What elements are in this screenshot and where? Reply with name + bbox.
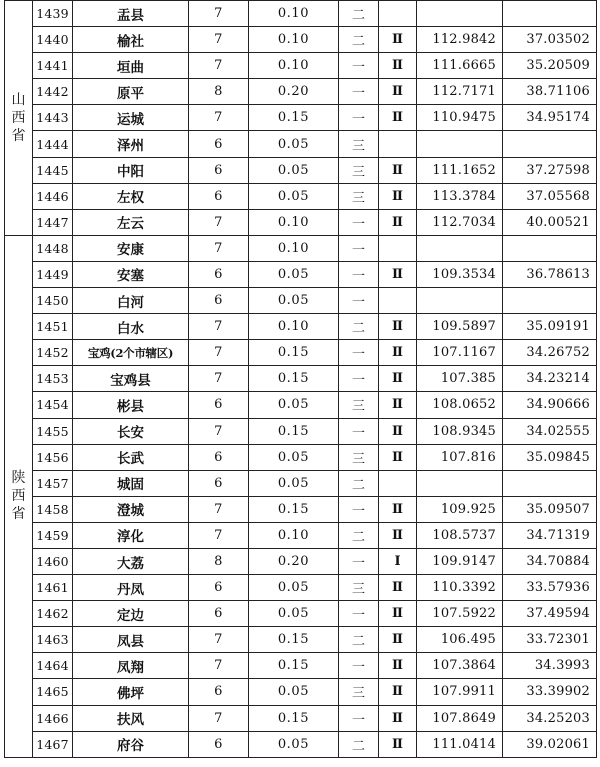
table-row <box>5 340 597 366</box>
peak-ground-acceleration-cell: 0.05 <box>249 288 339 314</box>
latitude-cell: 38.71106 <box>503 79 597 105</box>
site-class-cell: Ⅱ <box>379 157 417 183</box>
peak-ground-acceleration-cell: 0.05 <box>249 601 339 627</box>
seismic-intensity-cell: 7 <box>189 53 249 79</box>
province-char: 西 <box>11 488 26 505</box>
peak-ground-acceleration-cell: 0.15 <box>249 366 339 392</box>
latitude-cell: 37.05568 <box>503 183 597 209</box>
longitude-cell: 108.5737 <box>417 522 503 548</box>
city-name-cell: 宝鸡(2个市辖区) <box>73 340 189 366</box>
peak-ground-acceleration-cell: 0.15 <box>249 496 339 522</box>
design-group-cell: 三 <box>339 183 379 209</box>
longitude-cell: 106.495 <box>417 627 503 653</box>
table-row <box>5 314 597 340</box>
site-class-cell: Ⅱ <box>379 53 417 79</box>
latitude-cell: 34.25203 <box>503 705 597 731</box>
row-id-cell: 1440 <box>33 27 73 53</box>
city-name-cell: 垣曲 <box>73 53 189 79</box>
site-class-cell: Ⅱ <box>379 261 417 287</box>
peak-ground-acceleration-cell: 0.05 <box>249 157 339 183</box>
design-group-cell: 二 <box>339 627 379 653</box>
longitude-cell: 107.816 <box>417 444 503 470</box>
seismic-intensity-cell: 7 <box>189 627 249 653</box>
longitude-cell: 107.1167 <box>417 340 503 366</box>
latitude-cell: 40.00521 <box>503 209 597 235</box>
table-row <box>5 601 597 627</box>
seismic-intensity-cell: 6 <box>189 679 249 705</box>
longitude-cell: 107.385 <box>417 366 503 392</box>
design-group-cell: 一 <box>339 653 379 679</box>
site-class-cell <box>379 470 417 496</box>
city-name-cell: 盂县 <box>73 1 189 27</box>
table-row <box>5 418 597 444</box>
latitude-cell: 34.3993 <box>503 653 597 679</box>
latitude-cell: 33.39902 <box>503 679 597 705</box>
table-row <box>5 392 597 418</box>
table-row <box>5 53 597 79</box>
longitude-cell: 113.3784 <box>417 183 503 209</box>
row-id-cell: 1462 <box>33 601 73 627</box>
city-name-cell: 泽州 <box>73 131 189 157</box>
seismic-intensity-cell: 7 <box>189 209 249 235</box>
design-group-cell: 二 <box>339 731 379 757</box>
seismic-intensity-cell: 7 <box>189 105 249 131</box>
row-id-cell: 1445 <box>33 157 73 183</box>
latitude-cell: 36.78613 <box>503 261 597 287</box>
table-row <box>5 157 597 183</box>
site-class-cell: Ⅱ <box>379 209 417 235</box>
site-class-cell: Ⅱ <box>379 340 417 366</box>
city-name-cell: 凤县 <box>73 627 189 653</box>
seismic-intensity-cell: 6 <box>189 444 249 470</box>
city-name-cell: 大荔 <box>73 548 189 574</box>
seismic-intensity-cell: 8 <box>189 548 249 574</box>
longitude-cell: 109.925 <box>417 496 503 522</box>
latitude-cell: 35.09507 <box>503 496 597 522</box>
design-group-cell: 二 <box>339 314 379 340</box>
latitude-cell: 35.09845 <box>503 444 597 470</box>
latitude-cell: 34.71319 <box>503 522 597 548</box>
table-row <box>5 705 597 731</box>
table-row <box>5 679 597 705</box>
latitude-cell: 34.02555 <box>503 418 597 444</box>
city-name-cell: 凤翔 <box>73 653 189 679</box>
table-row <box>5 183 597 209</box>
design-group-cell: 一 <box>339 418 379 444</box>
longitude-cell: 107.3864 <box>417 653 503 679</box>
longitude-cell: 110.9475 <box>417 105 503 131</box>
table-row <box>5 575 597 601</box>
longitude-cell: 107.5922 <box>417 601 503 627</box>
design-group-cell: 一 <box>339 340 379 366</box>
latitude-cell: 34.26752 <box>503 340 597 366</box>
design-group-cell: 一 <box>339 79 379 105</box>
seismic-intensity-cell: 6 <box>189 131 249 157</box>
peak-ground-acceleration-cell: 0.15 <box>249 627 339 653</box>
row-id-cell: 1447 <box>33 209 73 235</box>
latitude-cell: 35.20509 <box>503 53 597 79</box>
row-id-cell: 1466 <box>33 705 73 731</box>
province-char: 西 <box>11 109 26 126</box>
design-group-cell: 一 <box>339 548 379 574</box>
row-id-cell: 1449 <box>33 261 73 287</box>
peak-ground-acceleration-cell: 0.20 <box>249 79 339 105</box>
design-group-cell: 三 <box>339 444 379 470</box>
city-name-cell: 中阳 <box>73 157 189 183</box>
row-id-cell: 1439 <box>33 1 73 27</box>
peak-ground-acceleration-cell: 0.05 <box>249 470 339 496</box>
latitude-cell: 39.02061 <box>503 731 597 757</box>
row-id-cell: 1451 <box>33 314 73 340</box>
province-char: 省 <box>11 506 26 523</box>
city-name-cell: 城固 <box>73 470 189 496</box>
table-row <box>5 27 597 53</box>
row-id-cell: 1442 <box>33 79 73 105</box>
seismic-parameter-table-page <box>4 0 596 767</box>
latitude-cell: 34.70884 <box>503 548 597 574</box>
city-name-cell: 安康 <box>73 235 189 261</box>
seismic-intensity-cell: 6 <box>189 470 249 496</box>
design-group-cell: 一 <box>339 235 379 261</box>
city-name-cell: 定边 <box>73 601 189 627</box>
seismic-intensity-cell: 6 <box>189 601 249 627</box>
design-group-cell: 三 <box>339 575 379 601</box>
site-class-cell: Ⅱ <box>379 705 417 731</box>
longitude-cell <box>417 470 503 496</box>
seismic-intensity-cell: 7 <box>189 653 249 679</box>
table-row <box>5 366 597 392</box>
peak-ground-acceleration-cell: 0.15 <box>249 705 339 731</box>
peak-ground-acceleration-cell: 0.10 <box>249 522 339 548</box>
seismic-intensity-cell: 7 <box>189 1 249 27</box>
row-id-cell: 1457 <box>33 470 73 496</box>
site-class-cell: Ⅱ <box>379 601 417 627</box>
city-name-cell: 澄城 <box>73 496 189 522</box>
seismic-intensity-cell: 6 <box>189 157 249 183</box>
seismic-intensity-cell: 7 <box>189 418 249 444</box>
row-id-cell: 1463 <box>33 627 73 653</box>
site-class-cell: Ⅱ <box>379 366 417 392</box>
peak-ground-acceleration-cell: 0.05 <box>249 183 339 209</box>
design-group-cell: 三 <box>339 679 379 705</box>
city-name-cell: 白水 <box>73 314 189 340</box>
peak-ground-acceleration-cell: 0.05 <box>249 679 339 705</box>
site-class-cell <box>379 131 417 157</box>
peak-ground-acceleration-cell: 0.05 <box>249 575 339 601</box>
site-class-cell: Ⅱ <box>379 731 417 757</box>
row-id-cell: 1450 <box>33 288 73 314</box>
row-id-cell: 1443 <box>33 105 73 131</box>
longitude-cell: 112.7171 <box>417 79 503 105</box>
seismic-intensity-cell: 7 <box>189 496 249 522</box>
row-id-cell: 1464 <box>33 653 73 679</box>
table-row <box>5 627 597 653</box>
latitude-cell <box>503 470 597 496</box>
row-id-cell: 1455 <box>33 418 73 444</box>
longitude-cell: 107.8649 <box>417 705 503 731</box>
site-class-cell: Ⅱ <box>379 496 417 522</box>
seismic-intensity-cell: 7 <box>189 314 249 340</box>
design-group-cell: 一 <box>339 288 379 314</box>
seismic-intensity-cell: 8 <box>189 79 249 105</box>
seismic-intensity-cell: 7 <box>189 235 249 261</box>
latitude-cell: 34.95174 <box>503 105 597 131</box>
latitude-cell <box>503 1 597 27</box>
seismic-intensity-cell: 7 <box>189 366 249 392</box>
design-group-cell: 一 <box>339 366 379 392</box>
peak-ground-acceleration-cell: 0.15 <box>249 653 339 679</box>
site-class-cell: Ⅱ <box>379 392 417 418</box>
seismic-intensity-cell: 7 <box>189 522 249 548</box>
city-name-cell: 长安 <box>73 418 189 444</box>
design-group-cell: 二 <box>339 1 379 27</box>
table-row <box>5 288 597 314</box>
table-row <box>5 209 597 235</box>
province-char: 省 <box>11 127 26 144</box>
table-row <box>5 548 597 574</box>
site-class-cell: Ⅱ <box>379 627 417 653</box>
seismic-intensity-cell: 6 <box>189 183 249 209</box>
design-group-cell: 一 <box>339 705 379 731</box>
site-class-cell: Ⅱ <box>379 183 417 209</box>
latitude-cell: 33.72301 <box>503 627 597 653</box>
province-char: 山 <box>11 91 26 108</box>
peak-ground-acceleration-cell: 0.15 <box>249 340 339 366</box>
province-label <box>5 1 33 236</box>
seismic-intensity-cell: 7 <box>189 340 249 366</box>
latitude-cell: 37.27598 <box>503 157 597 183</box>
city-name-cell: 白河 <box>73 288 189 314</box>
peak-ground-acceleration-cell: 0.10 <box>249 53 339 79</box>
longitude-cell: 111.1652 <box>417 157 503 183</box>
province-label <box>5 235 33 757</box>
city-name-cell: 榆社 <box>73 27 189 53</box>
design-group-cell: 一 <box>339 601 379 627</box>
peak-ground-acceleration-cell: 0.15 <box>249 418 339 444</box>
table-row <box>5 522 597 548</box>
latitude-cell <box>503 288 597 314</box>
table-row <box>5 496 597 522</box>
latitude-cell: 37.03502 <box>503 27 597 53</box>
design-group-cell: 一 <box>339 496 379 522</box>
city-name-cell: 原平 <box>73 79 189 105</box>
longitude-cell <box>417 288 503 314</box>
seismic-intensity-cell: 6 <box>189 731 249 757</box>
site-class-cell: Ⅱ <box>379 418 417 444</box>
peak-ground-acceleration-cell: 0.15 <box>249 105 339 131</box>
peak-ground-acceleration-cell: 0.10 <box>249 27 339 53</box>
city-name-cell: 左云 <box>73 209 189 235</box>
table-row <box>5 131 597 157</box>
longitude-cell: 112.7034 <box>417 209 503 235</box>
table-row <box>5 731 597 757</box>
city-name-cell: 左权 <box>73 183 189 209</box>
site-class-cell: Ⅱ <box>379 522 417 548</box>
city-name-cell: 彬县 <box>73 392 189 418</box>
latitude-cell: 35.09191 <box>503 314 597 340</box>
site-class-cell: Ⅱ <box>379 105 417 131</box>
longitude-cell: 111.0414 <box>417 731 503 757</box>
city-name-cell: 宝鸡县 <box>73 366 189 392</box>
peak-ground-acceleration-cell: 0.05 <box>249 444 339 470</box>
table-row <box>5 444 597 470</box>
seismic-intensity-cell: 6 <box>189 261 249 287</box>
peak-ground-acceleration-cell: 0.10 <box>249 314 339 340</box>
design-group-cell: 三 <box>339 157 379 183</box>
site-class-cell: Ⅱ <box>379 27 417 53</box>
table-row <box>5 653 597 679</box>
peak-ground-acceleration-cell: 0.05 <box>249 261 339 287</box>
design-group-cell: 二 <box>339 522 379 548</box>
site-class-cell: Ⅱ <box>379 79 417 105</box>
row-id-cell: 1446 <box>33 183 73 209</box>
city-name-cell: 佛坪 <box>73 679 189 705</box>
city-name-cell: 淳化 <box>73 522 189 548</box>
longitude-cell: 108.0652 <box>417 392 503 418</box>
design-group-cell: 二 <box>339 27 379 53</box>
longitude-cell: 110.3392 <box>417 575 503 601</box>
longitude-cell: 108.9345 <box>417 418 503 444</box>
site-class-cell <box>379 288 417 314</box>
table-row <box>5 1 597 27</box>
site-class-cell <box>379 1 417 27</box>
row-id-cell: 1444 <box>33 131 73 157</box>
design-group-cell: 二 <box>339 470 379 496</box>
table-row <box>5 105 597 131</box>
longitude-cell: 109.3534 <box>417 261 503 287</box>
latitude-cell: 34.90666 <box>503 392 597 418</box>
seismic-intensity-cell: 7 <box>189 27 249 53</box>
design-group-cell: 一 <box>339 261 379 287</box>
seismic-parameter-table <box>4 0 597 758</box>
design-group-cell: 一 <box>339 105 379 131</box>
table-row <box>5 79 597 105</box>
row-id-cell: 1452 <box>33 340 73 366</box>
site-class-cell: Ⅱ <box>379 444 417 470</box>
city-name-cell: 运城 <box>73 105 189 131</box>
peak-ground-acceleration-cell: 0.05 <box>249 731 339 757</box>
site-class-cell: Ⅱ <box>379 653 417 679</box>
table-row <box>5 261 597 287</box>
site-class-cell: Ⅰ <box>379 548 417 574</box>
province-char: 陕 <box>11 470 26 487</box>
row-id-cell: 1458 <box>33 496 73 522</box>
row-id-cell: 1467 <box>33 731 73 757</box>
row-id-cell: 1456 <box>33 444 73 470</box>
peak-ground-acceleration-cell: 0.20 <box>249 548 339 574</box>
city-name-cell: 府谷 <box>73 731 189 757</box>
seismic-intensity-cell: 6 <box>189 288 249 314</box>
peak-ground-acceleration-cell: 0.10 <box>249 235 339 261</box>
peak-ground-acceleration-cell: 0.10 <box>249 209 339 235</box>
table-row <box>5 470 597 496</box>
city-name-cell: 安塞 <box>73 261 189 287</box>
city-name-cell: 长武 <box>73 444 189 470</box>
row-id-cell: 1459 <box>33 522 73 548</box>
longitude-cell: 109.9147 <box>417 548 503 574</box>
row-id-cell: 1460 <box>33 548 73 574</box>
peak-ground-acceleration-cell: 0.05 <box>249 131 339 157</box>
row-id-cell: 1465 <box>33 679 73 705</box>
row-id-cell: 1453 <box>33 366 73 392</box>
longitude-cell <box>417 235 503 261</box>
latitude-cell: 33.57936 <box>503 575 597 601</box>
latitude-cell <box>503 131 597 157</box>
seismic-intensity-cell: 6 <box>189 392 249 418</box>
site-class-cell <box>379 235 417 261</box>
longitude-cell: 112.9842 <box>417 27 503 53</box>
city-name-cell: 扶风 <box>73 705 189 731</box>
site-class-cell: Ⅱ <box>379 575 417 601</box>
seismic-intensity-cell: 6 <box>189 575 249 601</box>
latitude-cell: 34.23214 <box>503 366 597 392</box>
latitude-cell <box>503 235 597 261</box>
site-class-cell: Ⅱ <box>379 314 417 340</box>
longitude-cell: 109.5897 <box>417 314 503 340</box>
design-group-cell: 一 <box>339 209 379 235</box>
peak-ground-acceleration-cell: 0.05 <box>249 392 339 418</box>
seismic-intensity-cell: 7 <box>189 705 249 731</box>
latitude-cell: 37.49594 <box>503 601 597 627</box>
design-group-cell: 三 <box>339 131 379 157</box>
peak-ground-acceleration-cell: 0.10 <box>249 1 339 27</box>
row-id-cell: 1454 <box>33 392 73 418</box>
city-name-cell: 丹凤 <box>73 575 189 601</box>
design-group-cell: 一 <box>339 53 379 79</box>
longitude-cell <box>417 131 503 157</box>
design-group-cell: 三 <box>339 392 379 418</box>
table-row <box>5 235 597 261</box>
longitude-cell: 107.9911 <box>417 679 503 705</box>
longitude-cell <box>417 1 503 27</box>
longitude-cell: 111.6665 <box>417 53 503 79</box>
row-id-cell: 1441 <box>33 53 73 79</box>
site-class-cell: Ⅱ <box>379 679 417 705</box>
row-id-cell: 1448 <box>33 235 73 261</box>
row-id-cell: 1461 <box>33 575 73 601</box>
